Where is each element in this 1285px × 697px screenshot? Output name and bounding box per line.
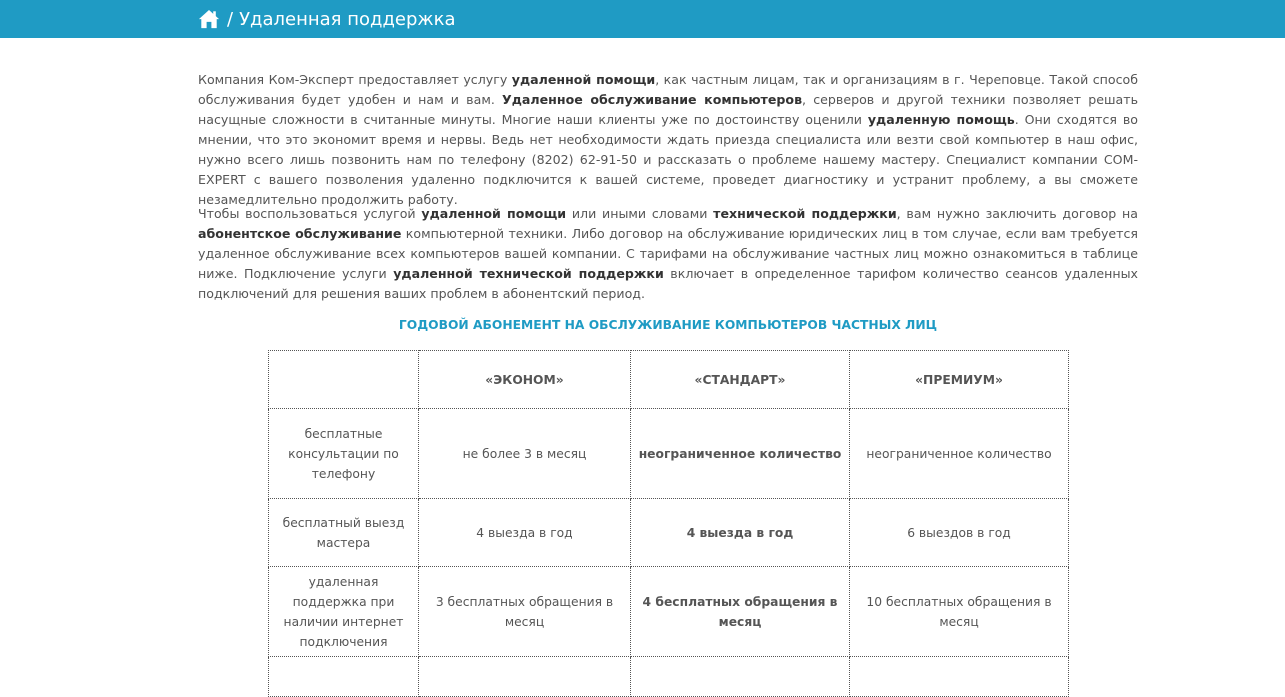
text-run: Чтобы воспользоваться услугой bbox=[198, 206, 422, 221]
tariff-table-title: ГОДОВОЙ АБОНЕМЕНТ НА ОБСЛУЖИВАНИЕ КОМПЬЮТЕРОВ ЧАСТНЫХ ЛИЦ bbox=[398, 318, 938, 332]
breadcrumb bbox=[198, 6, 456, 32]
table-row bbox=[269, 499, 1069, 567]
value-econom: 4 выезда в год bbox=[419, 499, 631, 567]
text-run: , серверов и другой техники позволяет решать насущные сложности в считанные минуты. Многие наши клиенты уже по достоинству оценили bbox=[198, 92, 1138, 127]
text-run: включает в определенное тарифом количество сеансов удаленных подключений для решения ваших проблем в абонентский период. bbox=[198, 266, 1139, 301]
value-econom: 3 бесплатных обращения в месяц bbox=[419, 567, 631, 657]
text-run: , как частным лицам, так и организациям в г. Череповце. Такой способ обслуживания будет удобен и нам и вам. bbox=[198, 72, 1138, 107]
feature-cell: бесплатные консультации по телефону bbox=[269, 409, 419, 499]
intro-paragraph-2 bbox=[198, 204, 1138, 304]
value-premium bbox=[850, 657, 1069, 697]
value-premium: 10 бесплатных обращения в месяц bbox=[850, 567, 1069, 657]
plan-standard: «СТАНДАРТ» bbox=[631, 351, 850, 409]
page-title: Удаленная поддержка bbox=[239, 8, 456, 30]
feature-cell: бесплатный выезд мастера bbox=[269, 499, 419, 567]
value-standard: 4 выезда в год bbox=[631, 499, 850, 567]
empty-header-cell bbox=[269, 351, 419, 409]
text-run: Компания Ком-Эксперт предоставляет услугу bbox=[198, 72, 512, 87]
bold-phrase: удаленной технической поддержки bbox=[393, 266, 664, 281]
bold-phrase: технической поддержки bbox=[713, 206, 897, 221]
table-row bbox=[269, 567, 1069, 657]
breadcrumb-separator: / bbox=[227, 8, 234, 30]
value-standard: неограниченное количество bbox=[631, 409, 850, 499]
bold-phrase: удаленной помощи bbox=[511, 72, 656, 87]
tariff-table bbox=[268, 350, 1069, 697]
value-standard: 4 бесплатных обращения в месяц bbox=[631, 567, 850, 657]
bold-phrase: абонентское обслуживание bbox=[198, 226, 402, 241]
value-premium: неограниченное количество bbox=[850, 409, 1069, 499]
bold-phrase: удаленной помощи bbox=[421, 206, 567, 221]
value-standard bbox=[631, 657, 850, 697]
top-banner bbox=[0, 0, 1285, 38]
feature-cell bbox=[269, 657, 419, 697]
value-premium: 6 выездов в год bbox=[850, 499, 1069, 567]
table-row-partial bbox=[269, 657, 1069, 697]
value-econom: не более 3 в месяц bbox=[419, 409, 631, 499]
plan-econom: «ЭКОНОМ» bbox=[419, 351, 631, 409]
value-econom bbox=[419, 657, 631, 697]
intro-paragraph-1 bbox=[198, 70, 1138, 210]
table-row bbox=[269, 409, 1069, 499]
bold-phrase: удаленную помощь bbox=[867, 112, 1015, 127]
plan-premium: «ПРЕМИУМ» bbox=[850, 351, 1069, 409]
feature-cell: удаленная поддержка при наличии интернет подключения bbox=[269, 567, 419, 657]
text-run: , вам нужно заключить договор на bbox=[896, 206, 1139, 221]
home-icon[interactable] bbox=[198, 8, 220, 30]
text-run: или иными словами bbox=[566, 206, 714, 221]
text-run: . Они сходятся во мнении, что это экономит время и нервы. Ведь нет необходимости ждать приезда специалиста или везти свой компьютер в наш офис, нужно всего лишь позвонить нам по телефону (8202) 62-91-50 и рассказать о проблеме нашему мастеру. Специалист компании COM-EXPERT с вашего позволения удаленно подключится к вашей системе, проведет диагностику и устранит проблему, а вы сможете незамедлительно продолжить работу. bbox=[198, 112, 1138, 207]
tariff-header-row bbox=[269, 351, 1069, 409]
bold-phrase: Удаленное обслуживание компьютеров bbox=[502, 92, 803, 107]
text-run: компьютерной техники. Либо договор на обслуживание юридических лиц в том случае, если вам требуется удаленное обслуживание всех компьютеров вашей компании. С тарифами на обслуживание частных лиц можно ознакомиться в таблице ниже. Подключение услуги bbox=[198, 226, 1138, 281]
